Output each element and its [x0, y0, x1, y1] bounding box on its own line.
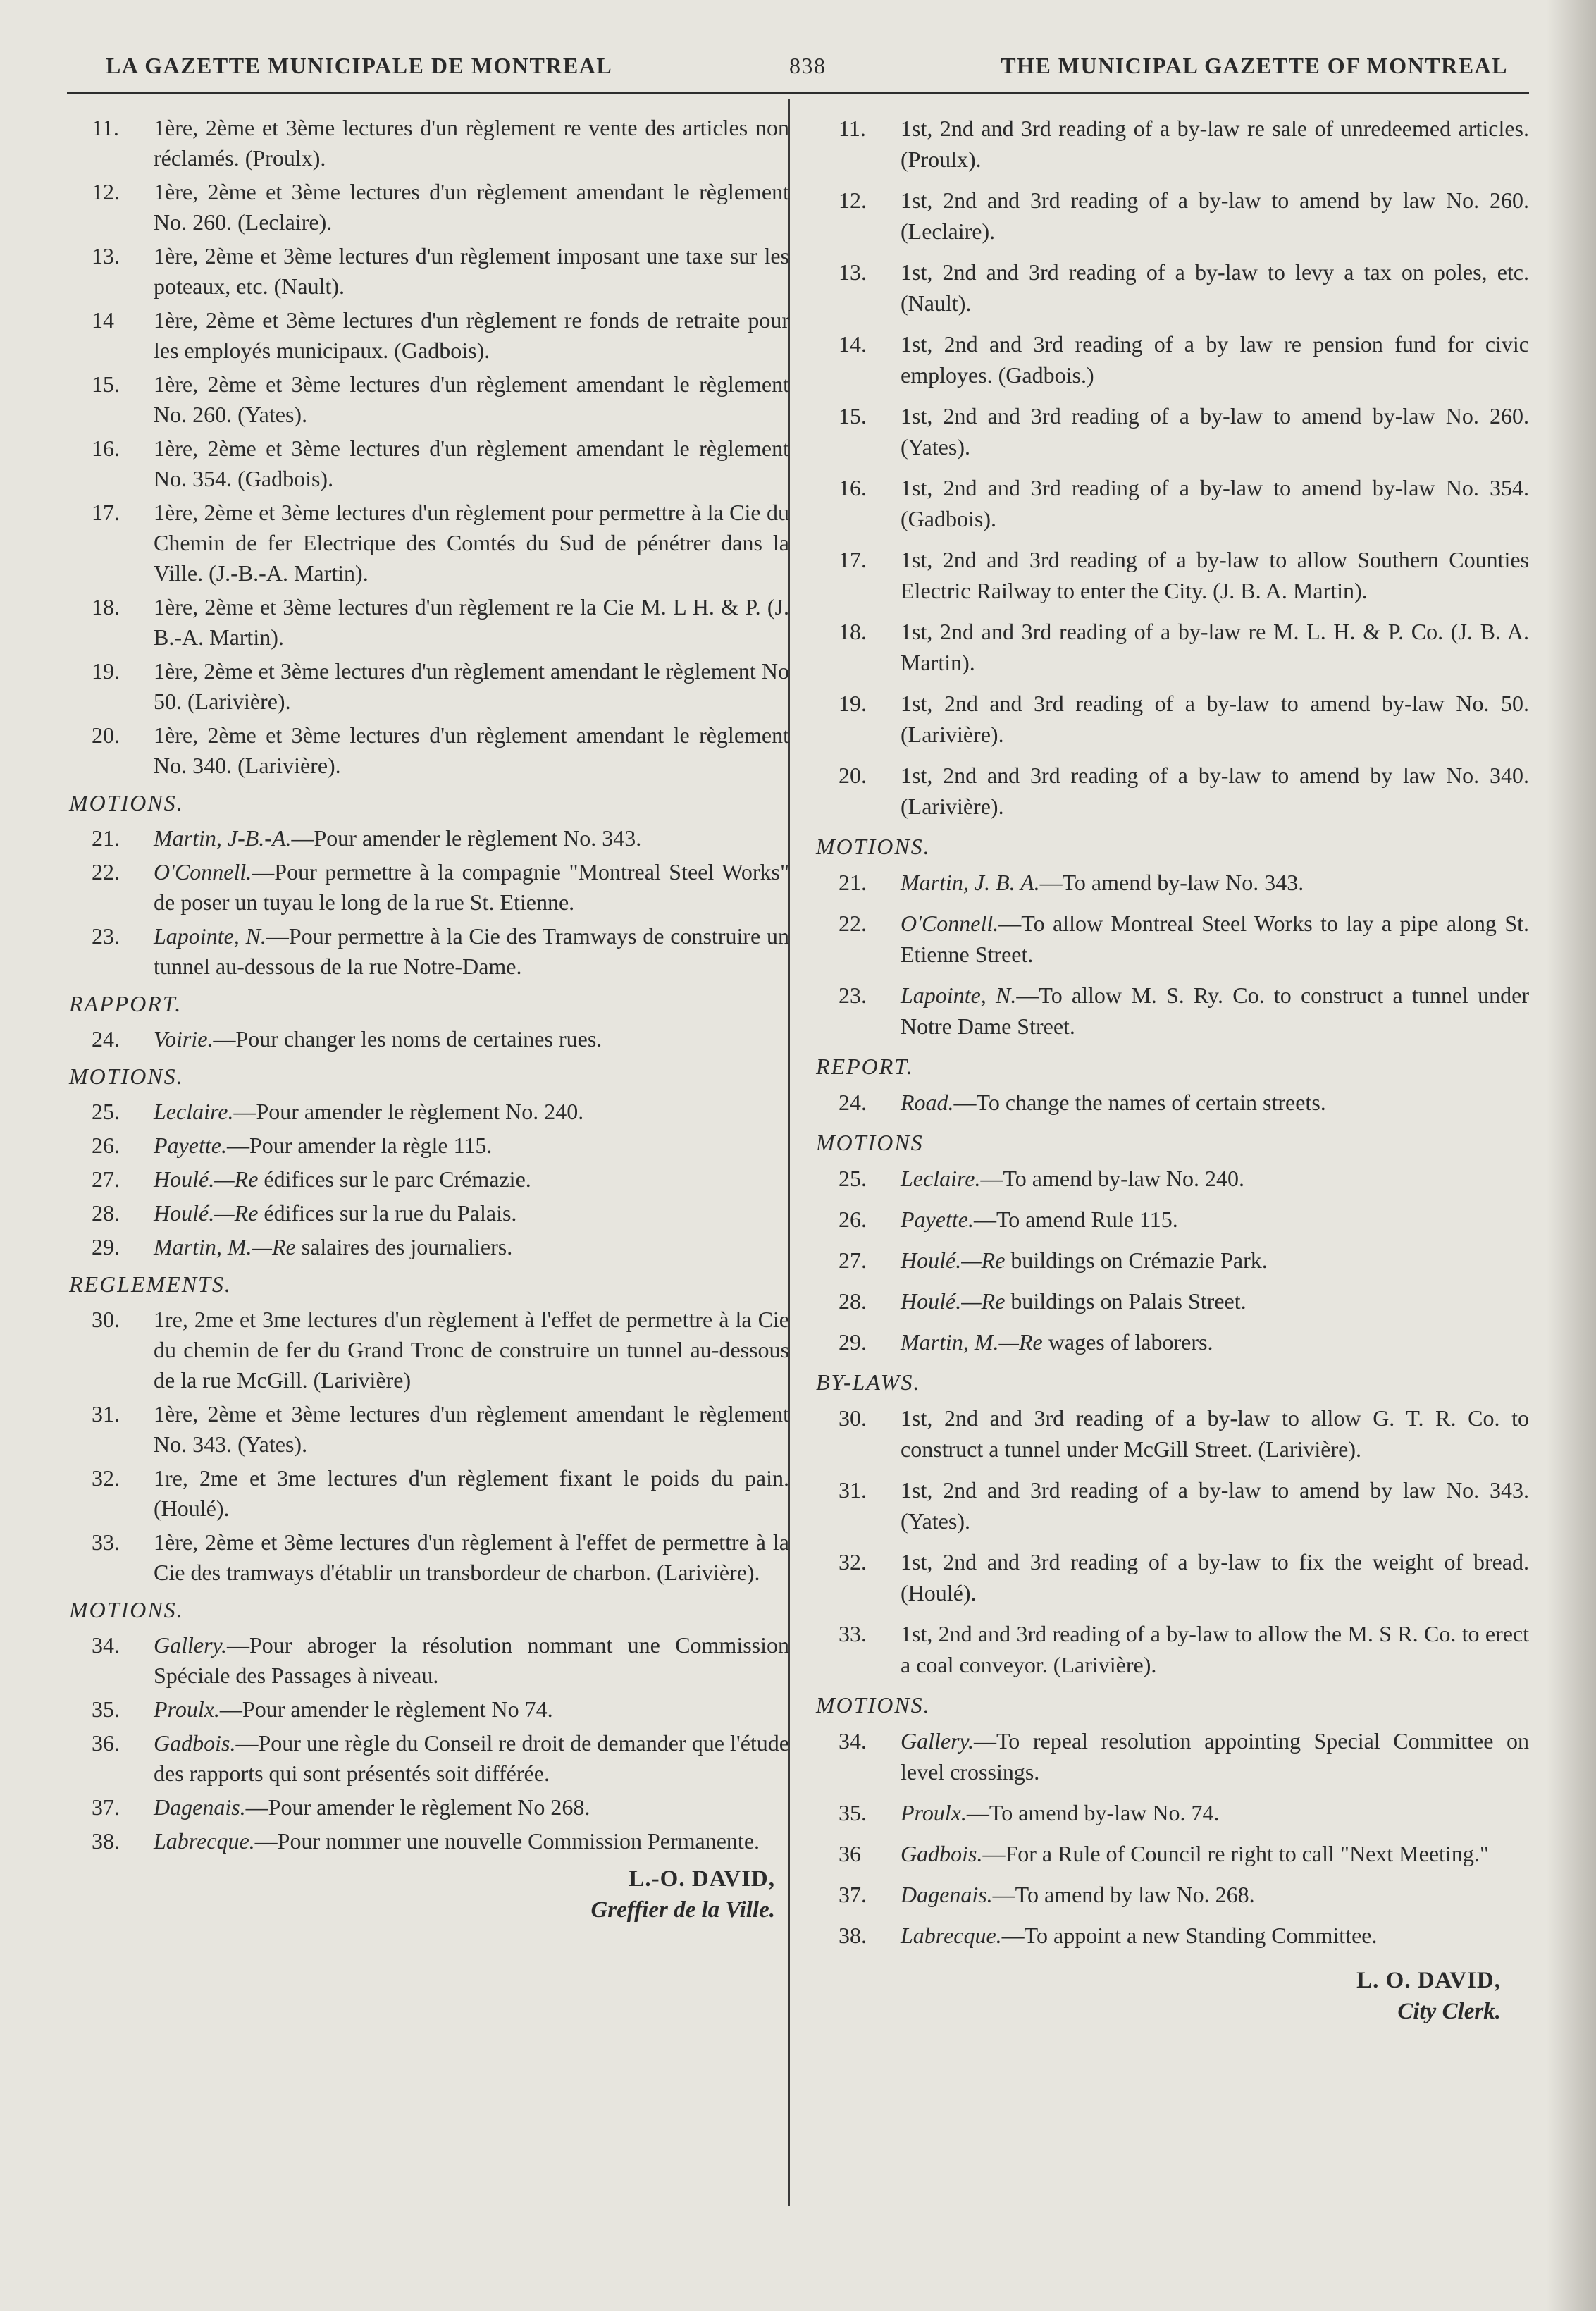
item-proposer: Leclaire.	[901, 1166, 981, 1191]
item-number: 33.	[92, 1529, 120, 1555]
agenda-item	[63, 1728, 789, 1789]
item-number: 30.	[92, 1307, 120, 1332]
item-text: 1st, 2nd and 3rd reading of a by-law to amend by law No. 260. (Leclaire).	[901, 187, 1529, 244]
agenda-item	[810, 908, 1529, 970]
agenda-item	[810, 1163, 1529, 1194]
item-proposer: Houlé.—Re	[154, 1166, 259, 1192]
french-readings-list	[63, 113, 789, 781]
item-proposer: Gallery.	[154, 1632, 227, 1658]
english-motions-heading: MOTIONS.	[816, 834, 931, 859]
item-number: 23.	[839, 982, 867, 1008]
item-number: 38.	[92, 1828, 120, 1854]
item-text: 1ère, 2ème et 3ème lectures d'un règlement re fonds de retraite pour les employés municipaux. (Gadbois).	[154, 307, 789, 363]
item-text: —Pour permettre à la compagnie "Montreal Steel Works" de poser un tuyau le long de la rue St. Etienne.	[154, 859, 789, 915]
item-number: 16.	[92, 436, 120, 461]
item-text: buildings on Palais Street.	[1005, 1288, 1247, 1314]
item-text: 1ère, 2ème et 3ème lectures d'un règlement amendant le règlement No. 343. (Yates).	[154, 1401, 789, 1457]
item-number: 34.	[92, 1632, 120, 1658]
agenda-item	[810, 688, 1529, 750]
item-text: 1ère, 2ème et 3ème lectures d'un règlement pour permettre à la Cie du Chemin de fer Electrique des Comtés du Sud de pénétrer dans la Ville. (J.-B.-A. Martin).	[154, 500, 789, 586]
item-text: 1ère, 2ème et 3ème lectures d'un règlement imposant une taxe sur les poteaux, etc. (Nault).	[154, 243, 789, 299]
page-edge-shadow	[1547, 0, 1596, 2311]
item-text: —Pour amender le règlement No 268.	[245, 1794, 590, 1820]
item-text: 1ère, 2ème et 3ème lectures d'un règlement amendant le règlement No. 340. (Larivière).	[154, 722, 789, 778]
item-text: 1st, 2nd and 3rd reading of a by-law to allow G. T. R. Co. to construct a tunnel under McGill Street. (Larivière).	[901, 1405, 1529, 1462]
item-proposer: O'Connell.	[154, 859, 252, 885]
item-text: 1st, 2nd and 3rd reading of a by-law re M. L. H. & P. Co. (J. B. A. Martin).	[901, 619, 1529, 675]
french-motions-heading: MOTIONS.	[69, 790, 184, 815]
item-text: 1st, 2nd and 3rd reading of a by-law re sale of unredeemed articles. (Proulx).	[901, 116, 1529, 172]
item-text: 1ère, 2ème et 3ème lectures d'un règlement amendant le règlement No 50. (Larivière).	[154, 658, 789, 714]
item-number: 12.	[839, 187, 867, 213]
english-motions-list-3	[810, 1725, 1529, 1951]
item-text: 1st, 2nd and 3rd reading of a by law re pension fund for civic employes. (Gadbois.)	[901, 331, 1529, 388]
signature-title: City Clerk.	[1397, 1999, 1501, 2024]
french-motions-list-3	[63, 1630, 789, 1856]
item-number: 14.	[839, 331, 867, 357]
item-number: 32.	[92, 1465, 120, 1491]
agenda-item	[810, 760, 1529, 822]
item-number: 27.	[92, 1166, 120, 1192]
item-number: 20.	[92, 722, 120, 748]
item-proposer: Dagenais.	[901, 1882, 993, 1907]
item-number: 29.	[839, 1329, 867, 1355]
item-text: —Pour changer les noms de certaines rues.	[213, 1026, 602, 1052]
item-proposer: Martin, M.—Re	[154, 1234, 296, 1259]
item-text: salaires des journaliers.	[295, 1234, 513, 1259]
item-number: 32.	[839, 1549, 867, 1574]
agenda-item	[810, 1879, 1529, 1910]
item-proposer: Houlé.—Re	[901, 1247, 1006, 1273]
french-rapport-list	[63, 1024, 789, 1054]
agenda-item	[63, 1024, 789, 1054]
agenda-item	[63, 1826, 789, 1856]
item-number: 37.	[839, 1882, 867, 1907]
agenda-item	[63, 369, 789, 430]
english-motions-heading-3: MOTIONS.	[816, 1692, 931, 1718]
item-text: —To appoint a new Standing Committee.	[1001, 1923, 1378, 1948]
item-text: —To change the names of certain streets.	[953, 1090, 1326, 1115]
agenda-item	[810, 1546, 1529, 1608]
item-proposer: Payette.	[901, 1207, 974, 1232]
agenda-item	[63, 1130, 789, 1161]
item-text: wages of laborers.	[1042, 1329, 1213, 1355]
english-report-list	[810, 1087, 1529, 1118]
item-number: 11.	[92, 115, 119, 140]
agenda-item	[810, 472, 1529, 534]
item-number: 28.	[839, 1288, 867, 1314]
french-motions-heading-3: MOTIONS.	[69, 1597, 184, 1622]
french-rapport-heading: RAPPORT.	[69, 991, 183, 1016]
item-number: 29.	[92, 1234, 120, 1259]
agenda-item	[810, 1326, 1529, 1357]
item-number: 37.	[92, 1794, 120, 1820]
item-text: —To repeal resolution appointing Special Committee on level crossings.	[901, 1728, 1529, 1785]
item-number: 30.	[839, 1405, 867, 1431]
agenda-item	[810, 1797, 1529, 1828]
header-english-title: THE MUNICIPAL GAZETTE OF MONTREAL	[1001, 53, 1508, 78]
agenda-item	[63, 1463, 789, 1524]
item-proposer: Houlé.—Re	[154, 1200, 259, 1226]
item-number: 38.	[839, 1923, 867, 1948]
item-proposer: Lapointe, N.	[901, 982, 1017, 1008]
english-bylaws-heading: BY-LAWS.	[816, 1369, 921, 1395]
item-proposer: O'Connell.	[901, 911, 999, 936]
item-text: 1st, 2nd and 3rd reading of a by-law to levy a tax on poles, etc. (Nault).	[901, 259, 1529, 316]
item-text: —To allow Montreal Steel Works to lay a pipe along St. Etienne Street.	[901, 911, 1529, 967]
item-text: édifices sur le parc Crémazie.	[258, 1166, 531, 1192]
item-text: 1st, 2nd and 3rd reading of a by-law to fix the weight of bread. (Houlé).	[901, 1549, 1529, 1606]
item-number: 35.	[839, 1800, 867, 1825]
item-text: —For a Rule of Council re right to call "Next Meeting."	[982, 1841, 1489, 1866]
item-proposer: Martin, M.—Re	[901, 1329, 1043, 1355]
agenda-item	[63, 177, 789, 238]
agenda-item	[63, 592, 789, 653]
item-text: —Pour amender le règlement No 74.	[219, 1696, 553, 1722]
header-rule	[67, 92, 1529, 94]
agenda-item	[63, 656, 789, 717]
agenda-item	[63, 498, 789, 588]
item-text: édifices sur la rue du Palais.	[258, 1200, 517, 1226]
item-text: 1ère, 2ème et 3ème lectures d'un règlement amendant le règlement No. 260. (Leclaire).	[154, 179, 789, 235]
item-number: 18.	[839, 619, 867, 644]
agenda-item	[63, 241, 789, 302]
item-number: 19.	[839, 691, 867, 716]
agenda-item	[63, 113, 789, 173]
item-proposer: Lapointe, N.	[154, 923, 266, 949]
agenda-item	[63, 1097, 789, 1127]
item-number: 14	[92, 307, 114, 333]
french-reglements-heading: REGLEMENTS.	[69, 1271, 232, 1297]
agenda-item	[810, 257, 1529, 319]
agenda-item	[63, 1527, 789, 1588]
item-number: 12.	[92, 179, 120, 204]
item-text: —To allow M. S. Ry. Co. to construct a tunnel under Notre Dame Street.	[901, 982, 1530, 1039]
item-text: 1st, 2nd and 3rd reading of a by-law to amend by-law No. 354. (Gadbois).	[901, 475, 1529, 531]
item-number: 20.	[839, 763, 867, 788]
item-text: 1st, 2nd and 3rd reading of a by-law to allow the M. S R. Co. to erect a coal conveyor. (Larivière).	[901, 1621, 1529, 1677]
agenda-item	[63, 1198, 789, 1228]
item-number: 24.	[92, 1026, 120, 1052]
item-number: 35.	[92, 1696, 120, 1722]
item-number: 31.	[839, 1477, 867, 1503]
item-number: 15.	[92, 371, 120, 397]
agenda-item	[810, 1920, 1529, 1951]
item-number: 21.	[839, 870, 867, 895]
item-text: 1st, 2nd and 3rd reading of a by-law to amend by law No. 340. (Larivière).	[901, 763, 1529, 819]
item-text: 1re, 2me et 3me lectures d'un règlement fixant le poids du pain. (Houlé).	[154, 1465, 789, 1521]
item-number: 28.	[92, 1200, 120, 1226]
item-text: 1ère, 2ème et 3ème lectures d'un règlement amendant le règlement No. 354. (Gadbois).	[154, 436, 789, 491]
agenda-item	[63, 1694, 789, 1725]
item-text: —Pour abroger la résolution nommant une Commission Spéciale des Passages à niveau.	[154, 1632, 789, 1688]
item-number: 22.	[92, 859, 120, 885]
english-motions-list-2	[810, 1163, 1529, 1357]
signature-name: L.-O. DAVID,	[629, 1866, 775, 1892]
item-text: —To amend by-law No. 343.	[1039, 870, 1304, 895]
french-motions-list	[63, 823, 789, 982]
item-proposer: Proulx.	[154, 1696, 220, 1722]
agenda-item	[63, 305, 789, 366]
agenda-item	[63, 921, 789, 982]
agenda-item	[810, 1474, 1529, 1536]
item-proposer: Dagenais.	[154, 1794, 246, 1820]
agenda-item	[810, 1245, 1529, 1276]
agenda-item	[63, 1792, 789, 1823]
item-text: —To amend by law No. 268.	[992, 1882, 1255, 1907]
agenda-item	[63, 720, 789, 781]
item-number: 27.	[839, 1247, 867, 1273]
item-proposer: Labrecque.	[901, 1923, 1002, 1948]
agenda-item	[810, 867, 1529, 898]
agenda-item	[810, 1204, 1529, 1235]
agenda-item	[810, 616, 1529, 678]
agenda-item	[63, 1164, 789, 1195]
item-number: 23.	[92, 923, 120, 949]
page-header	[106, 46, 1508, 88]
item-text: —Pour permettre à la Cie des Tramways de construire un tunnel au-dessous de la rue Notre-Dame.	[154, 923, 790, 979]
item-number: 24.	[839, 1090, 867, 1115]
item-text: —To amend by-law No. 240.	[980, 1166, 1245, 1191]
agenda-item	[810, 400, 1529, 462]
item-text: —To amend Rule 115.	[973, 1207, 1178, 1232]
agenda-item	[63, 1399, 789, 1460]
item-number: 17.	[92, 500, 120, 525]
item-number: 17.	[839, 547, 867, 572]
item-number: 13.	[839, 259, 867, 285]
item-text: —To amend by-law No. 74.	[966, 1800, 1220, 1825]
item-proposer: Gadbois.	[154, 1730, 236, 1756]
agenda-item	[810, 1838, 1529, 1869]
item-proposer: Gadbois.	[901, 1841, 983, 1866]
item-text: 1ère, 2ème et 3ème lectures d'un règlement à l'effet de permettre à la Cie des tramways d'établir un transbordeur de charbon. (Larivière).	[154, 1529, 789, 1585]
item-number: 36	[839, 1841, 861, 1866]
french-motions-list-2	[63, 1097, 789, 1262]
agenda-item	[810, 1286, 1529, 1317]
item-text: 1st, 2nd and 3rd reading of a by-law to amend by law No. 343. (Yates).	[901, 1477, 1529, 1534]
item-text: —Pour amender le règlement No. 240.	[233, 1099, 584, 1124]
item-number: 26.	[839, 1207, 867, 1232]
english-bylaws-list	[810, 1403, 1529, 1680]
item-proposer: Leclaire.	[154, 1099, 234, 1124]
english-signature	[810, 1965, 1529, 2027]
item-proposer: Martin, J-B.-A.	[154, 825, 292, 851]
item-proposer: Voirie.	[154, 1026, 214, 1052]
agenda-item	[63, 1232, 789, 1262]
agenda-item	[810, 1618, 1529, 1680]
item-number: 34.	[839, 1728, 867, 1754]
agenda-item	[810, 544, 1529, 606]
item-number: 25.	[92, 1099, 120, 1124]
item-number: 36.	[92, 1730, 120, 1756]
agenda-item	[63, 1305, 789, 1395]
agenda-item	[63, 1630, 789, 1691]
item-number: 31.	[92, 1401, 120, 1426]
agenda-item	[63, 433, 789, 494]
item-number: 22.	[839, 911, 867, 936]
item-number: 18.	[92, 594, 120, 620]
item-text: 1re, 2me et 3me lectures d'un règlement à l'effet de permettre à la Cie du chemin de fer du Grand Tronc de construire un tunnel au-dessous de la rue McGill. (Larivière)	[154, 1307, 789, 1393]
agenda-item	[810, 980, 1529, 1042]
english-motions-heading-2: MOTIONS	[816, 1130, 924, 1155]
english-column	[810, 113, 1529, 2027]
item-text: —Pour une règle du Conseil re droit de demander que l'étude des rapports qui sont présentés soit différée.	[154, 1730, 789, 1786]
item-text: —Pour nommer une nouvelle Commission Permanente.	[254, 1828, 760, 1854]
item-number: 26.	[92, 1133, 120, 1158]
agenda-item	[810, 1087, 1529, 1118]
item-text: 1st, 2nd and 3rd reading of a by-law to allow Southern Counties Electric Railway to enter the City. (J. B. A. Martin).	[901, 547, 1529, 603]
signature-name: L. O. DAVID,	[1356, 1968, 1501, 1993]
item-text: 1ère, 2ème et 3ème lectures d'un règlement amendant le règlement No. 260. (Yates).	[154, 371, 789, 427]
item-text: —Pour amender la règle 115.	[226, 1133, 493, 1158]
english-readings-list	[810, 113, 1529, 822]
french-column	[63, 113, 789, 1925]
french-reglements-list	[63, 1305, 789, 1588]
item-text: 1ère, 2ème et 3ème lectures d'un règlement re la Cie M. L H. & P. (J. B.-A. Martin).	[154, 594, 789, 650]
item-proposer: Labrecque.	[154, 1828, 255, 1854]
agenda-item	[810, 113, 1529, 175]
item-number: 16.	[839, 475, 867, 500]
item-proposer: Houlé.—Re	[901, 1288, 1006, 1314]
item-text: —Pour amender le règlement No. 343.	[291, 825, 642, 851]
agenda-item	[810, 185, 1529, 247]
page-number: 838	[789, 53, 827, 78]
item-proposer: Road.	[901, 1090, 954, 1115]
agenda-item	[810, 328, 1529, 390]
english-motions-list	[810, 867, 1529, 1042]
item-number: 13.	[92, 243, 120, 269]
item-number: 25.	[839, 1166, 867, 1191]
agenda-item	[63, 823, 789, 853]
signature-title: Greffier de la Ville.	[590, 1897, 775, 1923]
item-proposer: Martin, J. B. A.	[901, 870, 1040, 895]
item-number: 21.	[92, 825, 120, 851]
item-proposer: Gallery.	[901, 1728, 974, 1754]
item-proposer: Payette.	[154, 1133, 227, 1158]
agenda-item	[63, 857, 789, 918]
french-motions-heading-2: MOTIONS.	[69, 1064, 184, 1089]
item-text: 1st, 2nd and 3rd reading of a by-law to amend by-law No. 260. (Yates).	[901, 403, 1529, 460]
agenda-item	[810, 1725, 1529, 1787]
header-french-title: LA GAZETTE MUNICIPALE DE MONTREAL	[106, 53, 613, 78]
english-report-heading: REPORT.	[816, 1054, 914, 1079]
item-proposer: Proulx.	[901, 1800, 967, 1825]
agenda-item	[810, 1403, 1529, 1465]
item-number: 19.	[92, 658, 120, 684]
french-signature	[63, 1863, 789, 1925]
item-number: 15.	[839, 403, 867, 429]
item-number: 11.	[839, 116, 866, 141]
item-text: 1st, 2nd and 3rd reading of a by-law to amend by-law No. 50. (Larivière).	[901, 691, 1529, 747]
item-number: 33.	[839, 1621, 867, 1646]
item-text: 1ère, 2ème et 3ème lectures d'un règlement re vente des articles non réclamés. (Proulx).	[154, 115, 789, 171]
item-text: buildings on Crémazie Park.	[1005, 1247, 1268, 1273]
